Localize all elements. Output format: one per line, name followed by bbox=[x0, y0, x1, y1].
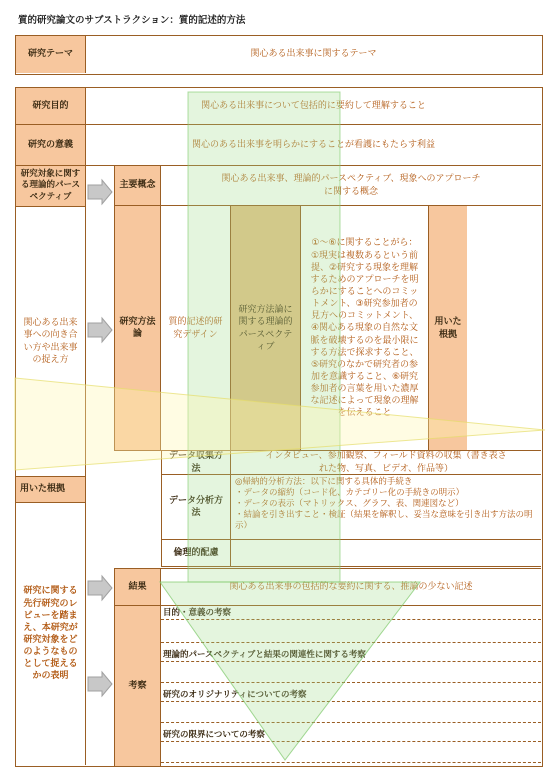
discussion-list bbox=[161, 606, 541, 766]
perspective-on-object-label: 研究対象に関する理論的パースペクティブ bbox=[16, 166, 86, 206]
discussion-item: 研究の限界についての考察 bbox=[161, 728, 541, 742]
approach-label: 関心ある出来事への向き合い方や出来事の捉え方 bbox=[16, 206, 86, 476]
purpose-value: 関心ある出来事について包括的に要約して理解すること bbox=[86, 88, 541, 125]
discussion-item: 目的・意義の考察 bbox=[161, 606, 541, 620]
data-analysis-value bbox=[231, 475, 541, 540]
data-analysis-label: データ分析方法 bbox=[161, 475, 231, 540]
design-cell: 質的記述的研究デザイン bbox=[161, 206, 231, 451]
arrow-right-icon bbox=[86, 178, 114, 206]
used-grounds-label: 用いた根拠 bbox=[16, 476, 86, 503]
arrow-right-icon bbox=[86, 670, 114, 698]
analysis-line-3: ・データの表示（マトリックス、グラフ、表、関連図など） bbox=[235, 499, 464, 510]
discussion-item: 研究のオリジナリティについての考察 bbox=[161, 688, 541, 702]
discussion-spacer bbox=[161, 706, 541, 723]
discussion-label: 考察 bbox=[114, 606, 161, 766]
results-value: 関心ある出来事の包括的な要約に関する、推論の少ない記述 bbox=[161, 568, 541, 606]
prior-research-label: 研究に関する先行研究のレビューを踏まえ、本研究が研究対象をどのようなものとして捉えるかの表明 bbox=[16, 503, 86, 765]
significance-label: 研究の意義 bbox=[16, 125, 86, 166]
method-list-cell: ①〜⑥に関することがら：①現実は複数あるという前提、②研究する現象を理解するためのアプローチを明らかにすることへのコミットメント、③研究参加者の見方へのコミットメント、④関心ある現象の自然な文脈を破壊するのを最小限にする方法で探求すること、⑤研究のなかで研究者の参加を意識すること、⑥研究参加者の言葉を用いた濃厚な記述によって現象の理解を伝えること bbox=[301, 206, 429, 451]
analysis-line-2: ・データの縮約（コード化、カテゴリー化の手続きの明示） bbox=[235, 488, 465, 499]
discussion-spacer bbox=[161, 666, 541, 683]
data-collection-label: データ収集方法 bbox=[161, 451, 231, 475]
results-label: 結果 bbox=[114, 568, 161, 606]
arrow-right-icon bbox=[86, 316, 114, 344]
analysis-line-4: ・結論を引き出すこと・検証（結果を解釈し、妥当な意味を引き出す方法の明示） bbox=[235, 510, 533, 532]
significance-value: 関心のある出来事を明らかにすることが看護にもたらす利益 bbox=[86, 125, 541, 166]
theme-row bbox=[15, 35, 543, 75]
analysis-line-1: ◎帰納的分析方法：以下に関する具体的手続き bbox=[235, 477, 413, 487]
main-concepts-value: 関心ある出来事、理論的パースペクティブ、現象へのアプローチに関する概念 bbox=[161, 166, 541, 206]
method-perspective-cell: 研究方法論に関する理論的パースペクティブ bbox=[231, 206, 301, 451]
purpose-label: 研究目的 bbox=[16, 88, 86, 125]
theme-value: 関心ある出来事に関するテーマ bbox=[250, 49, 377, 60]
discussion-item: 理論的パースペクティブと結果の関連性に関する考察 bbox=[161, 648, 541, 662]
main-concepts-label: 主要概念 bbox=[114, 166, 161, 206]
data-collection-value: インタビュー、参加観察、フィールド資料の収集（書き表された物、写真、ビデオ、作品等） bbox=[231, 451, 541, 475]
arrow-right-icon bbox=[86, 574, 114, 602]
ethics-label: 倫理的配慮 bbox=[161, 540, 231, 567]
theme-label: 研究テーマ bbox=[16, 36, 86, 73]
page-title: 質的研究論文のサブストラクション：質的記述的方法 bbox=[18, 15, 246, 26]
discussion-spacer bbox=[161, 626, 541, 643]
method-grounds-label: 用いた根拠 bbox=[429, 206, 467, 451]
ethics-value bbox=[231, 540, 541, 567]
discussion-spacer bbox=[161, 746, 541, 763]
method-theory-label: 研究方法論 bbox=[114, 206, 161, 451]
